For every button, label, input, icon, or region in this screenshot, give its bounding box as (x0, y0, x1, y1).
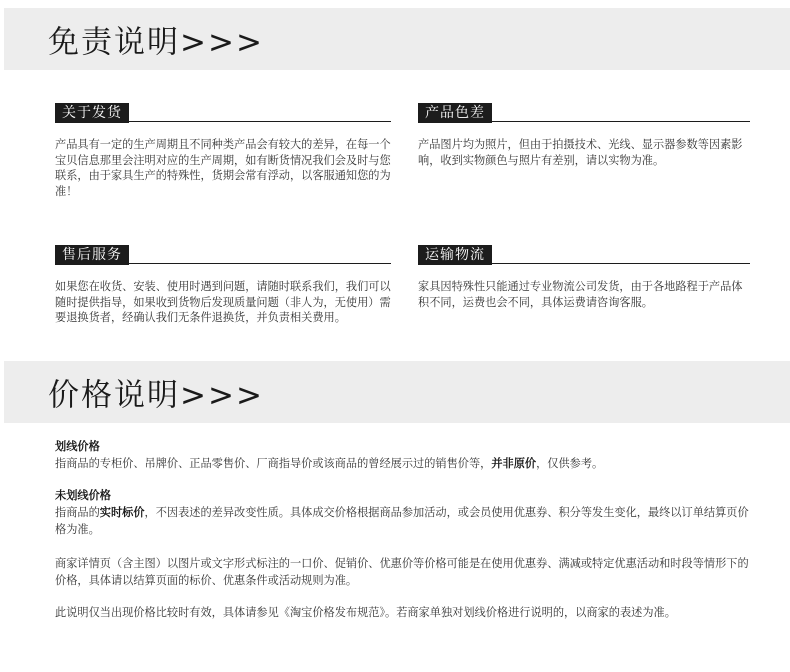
section-text: 产品图片均为照片，但由于拍摄技术、光线、显示器参数等因素影响，收到实物颜色与照片有差别，请以实物为准。 (418, 138, 743, 167)
section-header (418, 103, 750, 123)
section-text: 家具因特殊性只能通过专业物流公司发货，由于各地路程于产品体积不同，运费也会不同，具体运费请咨询客服。 (418, 280, 743, 309)
comparison-note (55, 604, 755, 621)
detail-page-price-note (55, 555, 755, 589)
section-tag: 售后服务 (55, 245, 129, 265)
section-tag: 运输物流 (418, 245, 492, 265)
disclaimer-title: 免责说明>>> (48, 24, 264, 61)
note-text: 商家详情页（含主图）以图片或文字形式标注的一口价、促销价、优惠价等价格可能是在使用优惠券、满减或特定优惠活动和时段等情形下的价格，具体请以结算页面的标价、优惠条件或活动规则为准。 (55, 557, 749, 587)
note-emphasis: 实时标价 (99, 506, 145, 519)
note-text-part: 指商品的专柜价、吊牌价、正品零售价、厂商指导价或该商品的曾经展示过的销售价等， (55, 457, 492, 470)
note-title: 未划线价格 (55, 489, 111, 502)
section-header (55, 245, 391, 265)
after-sales-section (55, 245, 391, 326)
section-text: 如果您在收货、安装、使用时遇到问题，请随时联系我们，我们可以随时提供指导，如果收到货物后发现质量问题（非人为，无使用）需要退换货者，经确认我们无条件退换货，并负责相关费用。 (55, 280, 391, 324)
logistics-section (418, 245, 750, 310)
note-emphasis: 并非原价 (491, 457, 537, 470)
note-title: 划线价格 (55, 440, 100, 453)
disclaimer-banner (4, 8, 790, 70)
section-text: 产品具有一定的生产周期且不同种类产品会有较大的差异，在每一个宝贝信息那里会注明对应的生产周期，如有断货情况我们会及时与您联系，由于家具生产的特殊性，货期会常有浮动，以客服通知您的为准！ (55, 138, 391, 198)
note-text (55, 455, 755, 472)
color-difference-section (418, 103, 750, 168)
note-text-part: ，不因表述的差异改变性质。具体成交价格根据商品参加活动，或会员使用优惠券、积分等发生变化，最终以订单结算页价格为准。 (55, 506, 749, 536)
note-text-part: 指商品的 (55, 506, 100, 519)
pricing-title: 价格说明>>> (48, 377, 264, 414)
note-text-part: ，仅供参考。 (536, 457, 604, 470)
pricing-banner (4, 361, 790, 423)
strikethrough-price-note (55, 438, 755, 472)
unmarked-price-note (55, 487, 755, 538)
note-text (55, 504, 755, 538)
section-header (418, 245, 750, 265)
section-header (55, 103, 391, 123)
section-tag: 产品色差 (418, 103, 492, 123)
section-tag: 关于发货 (55, 103, 129, 123)
note-text: 此说明仅当出现价格比较时有效，具体请参见《淘宝价格发布规范》。若商家单独对划线价格进行说明的，以商家的表述为准。 (55, 606, 676, 619)
shipping-section (55, 103, 391, 199)
